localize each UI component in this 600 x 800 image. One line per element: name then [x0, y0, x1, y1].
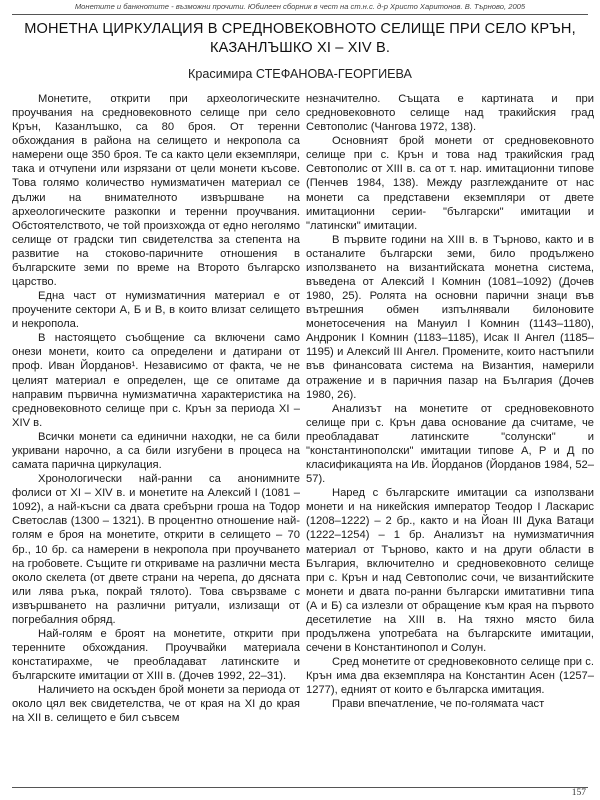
paragraph: В първите години на XIII в. в Търново, както и в останалите български земи, било продължено използването на византийската монетна система, въведена от Алексий I Комнин (1081–1092) (Дочев 1980, 25). Ролята на основни парични знаци във вътрешния обмен изпълнявали билоновите монетосечения на Мануил I Комнин (1143–1180), Андроник I Комнин (1183–1185), Исак II Ангел (1185–1195) и Алексий III Ангел. Промените, които настъпили във финансовата система на Византия, намерили отражение и в паричния пазар на България (Дочев 1980, 26).	[306, 233, 594, 401]
paragraph: Хронологически най-ранни са анонимните фолиси от XI – XIV в. и монетите на Алексий I (1081 – 1092), а най-късни са двата сребърни гроша на Тодор Светослав (1300 – 1321). В процентно отношение най-голям е броя на монетите, открити в селището – 70 бр., 10 бр. са намерени в некропола при проучването на гробовете. Същите ги откриваме на различни места около скелета (от двете страни на черепа, до дясната или лява ръка, покрай тялото). Това свързваме с извършването на различни ритуали, излизащи от погребалния обряд.	[12, 473, 300, 626]
title-line: МОНЕТНА ЦИРКУЛАЦИЯ В СРЕДНОВЕКОВНОТО СЕЛИЩЕ ПРИ СЕЛО КРЪН,	[24, 21, 576, 37]
author-name: Красимира СТЕФАНОВА-ГЕОРГИЕВА	[188, 67, 412, 81]
paragraph: Наред с българските имитации са използвани монети и на никейския император Теодор I Ласкарис (1208–1222) – 2 бр., както и на Йоан III Дука Ватаци (1222–1254) – 1 бр. Анализът на нумизматичния материал от Търново, както и на други области в България, включително и средновековното селище при с. Крън и над Севтополис сочи, че византийските монети и двата по-ранни български имитативни типа (А и Б) са излезли от обращение към края на първото десетилетие на XIII в. На тяхно място била продължена употребата на българските имитации, сечени в Константинопол и Солун.	[306, 487, 594, 655]
left-column	[12, 92, 300, 726]
paragraph: Най-голям е броят на монетите, открити при теренните обхождания. Проучвайки материала констатирахме, че преобладават латинските и българските имитации от XIII в. (Дочев 1992, 22–31).	[12, 627, 300, 683]
paragraph: Всички монети са единични находки, не са били укривани нарочно, а са били изгубени в процеса на самата парична циркулация.	[12, 430, 300, 472]
running-head: Монетите и банкнотите - възможни прочити. Юбилеен сборник в чест на ст.н.с. д-р Христо Харитонов. В. Търново, 2005	[74, 2, 526, 11]
paragraph: Анализът на монетите от средновековното селище при с. Крън дава основание да считаме, че преобладават латинските "солунски" и "константинополски" имитации типове А, Р и Д по класификацията на Ив. Йорданов (Йорданов 1984, 52–57).	[306, 402, 594, 486]
paragraph: Монетите, открити при археологическите проучвания на средновековното селище при село Крън, Казанлъшко, са 80 броя. От теренни обхождания в района на селището и некропола са намерени още 350 броя. Те са както цели екземпляри, така и отчупени или изрязани от цели монети късове. Това голямо количество нумизматичен материал се дължи на внимателното извършване на археологическите разкопки и теренни проучвания. Обстоятелството, че той произхожда от едно неголямо селище от градски тип свидетелства за степента на развитие на стоково-паричните отношения в българските земи по време на Второто българско царство.	[12, 93, 300, 289]
page-number: 157	[571, 788, 586, 798]
paragraph: Прави впечатление, че по-голямата част	[332, 698, 545, 711]
paragraph: В настоящето съобщение са включени само онези монети, които са определени и датирани от проф. Иван Йорданов¹. Независимо от факта, че не целият материал е определен, ще се опитаме да направим първична нумизматична характеристика на средновековното селище при с. Крън за периода XI – XIV в.	[12, 332, 300, 429]
paragraph: Основният брой монети от средновековното селище при с. Крън и това над тракийския град Севтополис от XIII в. са от т. нар. имитационни типове (Пенчев 1984, 138). Между разглежданите от нас монети са представени екземпляри от двете имитационни серии- "български" имитации и "латински" имитации.	[306, 135, 594, 232]
paragraph: Една част от нумизматичния материал е от проучените сектори А, Б и В, в които влизат селището и некропола.	[12, 290, 300, 331]
right-column	[306, 92, 594, 711]
title-line: КАЗАНЛЪШКО XI – XIV В.	[209, 40, 391, 56]
footer-rule	[12, 787, 588, 788]
paragraph: Сред монетите от средновековното селище при с. Крън има два екземпляра на Константин Асен (1257–1277), едният от които е българска имитация.	[306, 656, 594, 697]
article-title	[20, 20, 580, 58]
paragraph-continued: незначително. Същата е картината и при средновековното селище над тракийския град Севтополис (Чангова 1972, 138).	[306, 93, 594, 134]
header-rule	[12, 14, 588, 15]
paragraph: Наличието на оскъден брой монети за периода от около цял век свидетелства, че от края на XI до края на XII в. селището е бил съвсем	[12, 684, 300, 725]
